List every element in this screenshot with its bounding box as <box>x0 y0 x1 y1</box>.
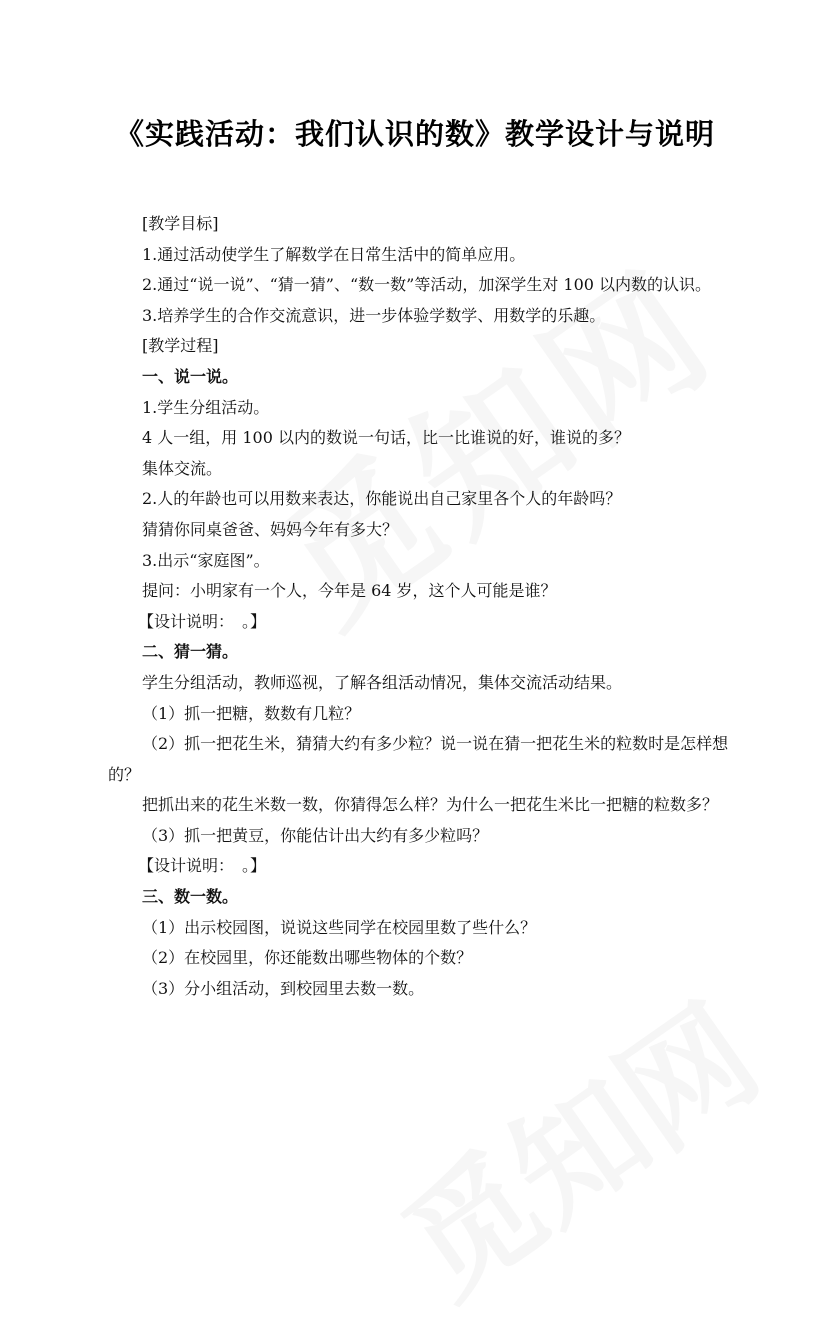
paragraph: 3.出示“家庭图”。 <box>142 550 270 570</box>
paragraph: 4 人一组，用 100 以内的数说一句话，比一比谁说的好，谁说的多？ <box>142 428 630 448</box>
document-body <box>108 209 730 1004</box>
document-title: 《实践活动：我们认识的数》教学设计与说明 <box>114 117 715 151</box>
paragraph: （3）抓一把黄豆，你能估计出大约有多少粒吗？ <box>142 825 489 845</box>
paragraph: （2）在校园里，你还能数出哪些物体的个数？ <box>142 948 473 968</box>
paragraph: 2.人的年龄也可以用数来表达，你能说出自己家里各个人的年龄吗？ <box>142 489 622 509</box>
objective-3: 3.培养学生的合作交流意识，进一步体验学数学、用数学的乐趣。 <box>142 305 606 325</box>
watermark-lower <box>362 955 789 1332</box>
heading-guess: 二、猜一猜。 <box>142 642 239 662</box>
section-label-objectives: [教学目标] <box>142 214 219 233</box>
paragraph: （2）抓一把花生米，猜猜大约有多少粒？说一说在猜一把花生米的粒数时是怎样想的？ <box>108 734 729 784</box>
design-note: 【设计说明： 。】 <box>138 856 267 876</box>
objective-2: 2.通过“说一说”、“猜一猜”、“数一数”等活动，加深学生对 100 以内数的认识。 <box>142 275 712 295</box>
paragraph: 集体交流。 <box>142 458 223 478</box>
heading-speak: 一、说一说。 <box>142 366 239 386</box>
paragraph: 学生分组活动，教师巡视，了解各组活动情况，集体交流活动结果。 <box>142 672 623 692</box>
paragraph: 把抓出来的花生米数一数，你猜得怎么样？为什么一把花生米比一把糖的粒数多？ <box>142 795 719 815</box>
heading-count: 三、数一数。 <box>142 887 239 907</box>
design-note: 【设计说明： 。】 <box>138 611 267 631</box>
paragraph: （1）出示校园图，说说这些同学在校园里数了些什么？ <box>142 917 537 937</box>
paragraph: 1.学生分组活动。 <box>142 397 270 417</box>
paragraph: （3）分小组活动，到校园里去数一数。 <box>142 978 425 998</box>
paragraph: 猜猜你同桌爸爸、妈妈今年有多大？ <box>142 519 399 539</box>
paragraph: （1）抓一把糖，数数有几粒？ <box>142 703 361 723</box>
section-label-process: [教学过程] <box>142 336 219 356</box>
objective-1: 1.通过活动使学生了解数学在日常生活中的简单应用。 <box>142 244 526 264</box>
paragraph: 提问：小明家有一个人，今年是 64 岁，这个人可能是谁？ <box>142 581 557 601</box>
